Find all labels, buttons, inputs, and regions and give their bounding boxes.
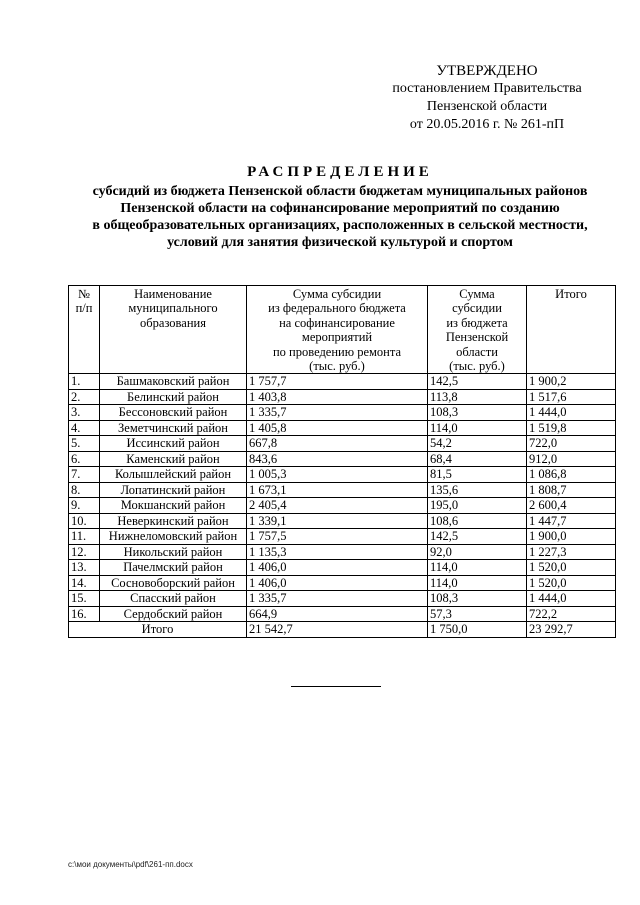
district-name: Лопатинский район xyxy=(100,482,247,498)
header-line: области xyxy=(456,344,498,359)
federal-amount: 2 405,4 xyxy=(247,498,428,514)
regional-amount: 114,0 xyxy=(428,560,527,576)
subtitle-line: в общеобразовательных организациях, расположенных в сельской местности, xyxy=(92,218,588,233)
header-num xyxy=(69,286,100,374)
end-rule xyxy=(291,686,381,687)
row-number: 15. xyxy=(69,591,100,607)
district-name: Каменский район xyxy=(100,451,247,467)
district-name: Белинский район xyxy=(100,389,247,405)
approval-line: от 20.05.2016 г. № 261-пП xyxy=(409,117,565,132)
district-name: Никольский район xyxy=(100,544,247,560)
total-amount: 1 900,2 xyxy=(527,374,616,390)
table-row xyxy=(69,513,616,529)
regional-amount: 108,3 xyxy=(428,591,527,607)
file-path: c:\мои документы\pdf\261-пп.docx xyxy=(68,860,193,869)
district-name: Башмаковский район xyxy=(100,374,247,390)
table-row xyxy=(69,451,616,467)
row-number: 10. xyxy=(69,513,100,529)
federal-amount: 1 339,1 xyxy=(247,513,428,529)
district-name: Мокшанский район xyxy=(100,498,247,514)
header-line: образования xyxy=(140,315,206,330)
total-amount: 722,0 xyxy=(527,436,616,452)
federal-amount: 664,9 xyxy=(247,606,428,622)
header-line: (тыс. руб.) xyxy=(449,359,505,374)
subtitle-line: Пензенской области на софинансирование мероприятий по созданию xyxy=(120,201,560,216)
total-federal: 21 542,7 xyxy=(247,622,428,638)
total-amount: 1 517,6 xyxy=(527,389,616,405)
regional-amount: 114,0 xyxy=(428,575,527,591)
header-name xyxy=(100,286,247,374)
regional-amount: 108,3 xyxy=(428,405,527,421)
table-row xyxy=(69,482,616,498)
district-name: Земетчинский район xyxy=(100,420,247,436)
total-amount: 1 444,0 xyxy=(527,405,616,421)
regional-amount: 57,3 xyxy=(428,606,527,622)
total-label: Итого xyxy=(69,622,247,638)
header-line: муниципального xyxy=(128,301,218,316)
federal-amount: 1 405,8 xyxy=(247,420,428,436)
header-federal xyxy=(247,286,428,374)
district-name: Сосновоборский район xyxy=(100,575,247,591)
district-name: Нижнеломовский район xyxy=(100,529,247,545)
district-name: Спасский район xyxy=(100,591,247,607)
total-amount: 1 808,7 xyxy=(527,482,616,498)
subtitle-line: субсидий из бюджета Пензенской области бюджетам муниципальных районов xyxy=(92,184,588,199)
subtitle-line: условий для занятия физической культурой и спортом xyxy=(167,235,513,250)
header-line: Наименование xyxy=(134,287,212,301)
total-regional: 1 750,0 xyxy=(428,622,527,638)
total-amount: 1 519,8 xyxy=(527,420,616,436)
table-row xyxy=(69,606,616,622)
district-name: Сердобский район xyxy=(100,606,247,622)
district-name: Иссинский район xyxy=(100,436,247,452)
total-amount: 1 520,0 xyxy=(527,560,616,576)
header-line: из федерального бюджета xyxy=(268,301,406,316)
regional-amount: 142,5 xyxy=(428,529,527,545)
header-line: (тыс. руб.) xyxy=(309,359,365,374)
row-number: 9. xyxy=(69,498,100,514)
row-number: 16. xyxy=(69,606,100,622)
federal-amount: 1 135,3 xyxy=(247,544,428,560)
table-row xyxy=(69,560,616,576)
header-line: Итого xyxy=(555,287,587,301)
row-number: 14. xyxy=(69,575,100,591)
header-line: Пензенской xyxy=(445,330,509,345)
federal-amount: 1 005,3 xyxy=(247,467,428,483)
total-amount: 2 600,4 xyxy=(527,498,616,514)
regional-amount: 113,8 xyxy=(428,389,527,405)
header-line: субсидии xyxy=(452,301,502,316)
header-line: п/п xyxy=(75,301,93,316)
table-row xyxy=(69,436,616,452)
header-line: мероприятий xyxy=(301,330,373,345)
regional-amount: 92,0 xyxy=(428,544,527,560)
approval-line: постановлением Правительства xyxy=(392,81,582,96)
federal-amount: 1 335,7 xyxy=(247,405,428,421)
federal-amount: 1 406,0 xyxy=(247,560,428,576)
row-number: 1. xyxy=(69,374,100,390)
row-number: 2. xyxy=(69,389,100,405)
table-row xyxy=(69,498,616,514)
header-regional xyxy=(428,286,527,374)
federal-amount: 1 757,5 xyxy=(247,529,428,545)
district-name: Пачелмский район xyxy=(100,560,247,576)
row-number: 11. xyxy=(69,529,100,545)
approval-block xyxy=(372,62,602,134)
federal-amount: 1 673,1 xyxy=(247,482,428,498)
table-row xyxy=(69,575,616,591)
federal-amount: 1 403,8 xyxy=(247,389,428,405)
federal-amount: 1 757,7 xyxy=(247,374,428,390)
header-total xyxy=(527,286,616,374)
district-name: Колышлейский район xyxy=(100,467,247,483)
table-row xyxy=(69,374,616,390)
federal-amount: 667,8 xyxy=(247,436,428,452)
total-sum: 23 292,7 xyxy=(527,622,616,638)
header-line: по проведению ремонта xyxy=(272,344,402,359)
header-line: на софинансирование xyxy=(279,315,395,330)
approval-line: Пензенской области xyxy=(426,99,548,114)
document-title: РАСПРЕДЕЛЕНИЕ xyxy=(247,164,433,180)
table-row xyxy=(69,544,616,560)
total-amount: 722,2 xyxy=(527,606,616,622)
regional-amount: 68,4 xyxy=(428,451,527,467)
table-row xyxy=(69,405,616,421)
total-amount: 1 447,7 xyxy=(527,513,616,529)
table-header xyxy=(69,286,616,374)
header-line: № xyxy=(78,287,90,301)
district-name: Бессоновский район xyxy=(100,405,247,421)
header-line: из бюджета xyxy=(446,315,508,330)
header-line: Сумма субсидии xyxy=(292,287,382,301)
federal-amount: 1 335,7 xyxy=(247,591,428,607)
row-number: 6. xyxy=(69,451,100,467)
regional-amount: 142,5 xyxy=(428,374,527,390)
regional-amount: 114,0 xyxy=(428,420,527,436)
total-amount: 1 086,8 xyxy=(527,467,616,483)
row-number: 7. xyxy=(69,467,100,483)
table-row xyxy=(69,591,616,607)
table-row xyxy=(69,467,616,483)
regional-amount: 81,5 xyxy=(428,467,527,483)
subsidy-table xyxy=(68,285,616,638)
total-amount: 1 444,0 xyxy=(527,591,616,607)
row-number: 8. xyxy=(69,482,100,498)
table-row xyxy=(69,420,616,436)
row-number: 13. xyxy=(69,560,100,576)
table-row xyxy=(69,529,616,545)
federal-amount: 843,6 xyxy=(247,451,428,467)
total-amount: 912,0 xyxy=(527,451,616,467)
table-body xyxy=(69,374,616,638)
header-row xyxy=(69,286,616,374)
document-subtitle xyxy=(60,183,620,251)
federal-amount: 1 406,0 xyxy=(247,575,428,591)
regional-amount: 135,6 xyxy=(428,482,527,498)
header-line: Сумма xyxy=(459,287,495,301)
row-number: 12. xyxy=(69,544,100,560)
total-amount: 1 520,0 xyxy=(527,575,616,591)
total-amount: 1 900,0 xyxy=(527,529,616,545)
total-amount: 1 227,3 xyxy=(527,544,616,560)
regional-amount: 195,0 xyxy=(428,498,527,514)
row-number: 4. xyxy=(69,420,100,436)
approval-title: УТВЕРЖДЕНО xyxy=(436,63,538,79)
regional-amount: 54,2 xyxy=(428,436,527,452)
regional-amount: 108,6 xyxy=(428,513,527,529)
row-number: 5. xyxy=(69,436,100,452)
row-number: 3. xyxy=(69,405,100,421)
district-name: Неверкинский район xyxy=(100,513,247,529)
table-row xyxy=(69,389,616,405)
total-row xyxy=(69,622,616,638)
